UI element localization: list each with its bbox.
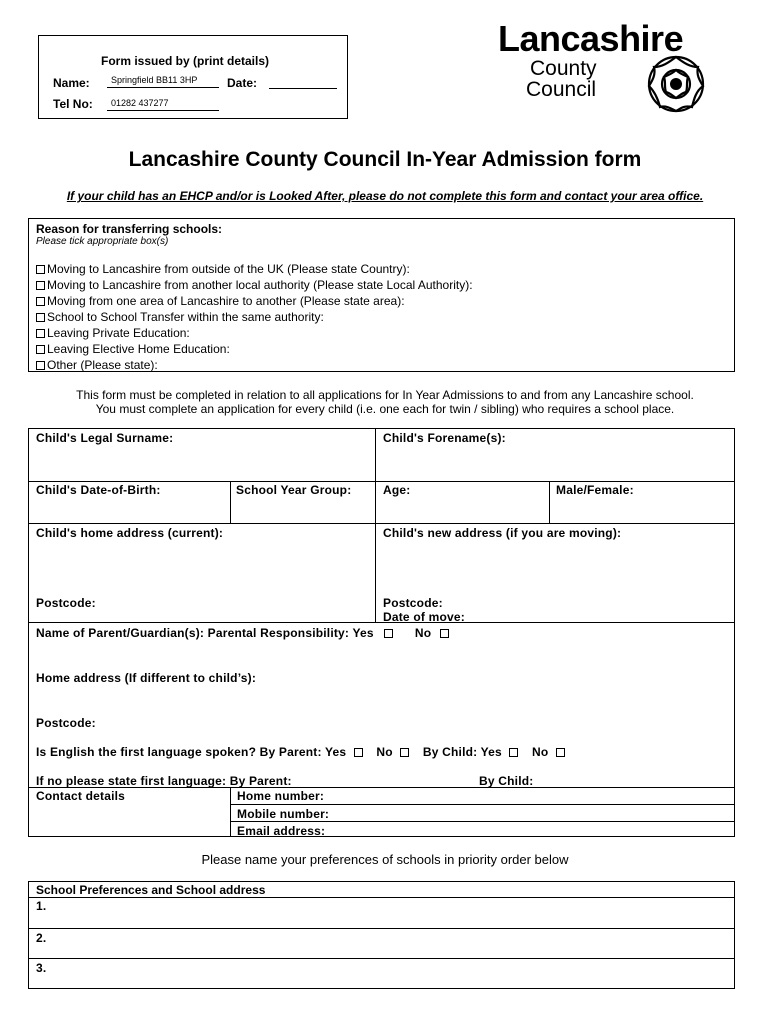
checkbox[interactable] [36,345,45,354]
gender-label: Male/Female: [556,483,634,497]
child-english-label: By Child: Yes [422,745,502,759]
parent-english-no-label: No [376,745,393,759]
forenames-field[interactable] [376,446,734,480]
logo-county: County [530,57,597,80]
reason-options [36,261,473,373]
parent-postcode-label: Postcode: [36,716,96,730]
parent-english-no-checkbox[interactable] [400,748,409,757]
home-number-label: Home number: [237,789,325,803]
parental-yes-checkbox[interactable] [384,629,393,638]
surname-label: Child's Legal Surname: [36,431,174,445]
child-english-yes-checkbox[interactable] [509,748,518,757]
intro-line: This form must be completed in relation to all applications for In Year Admissions to and from any Lancashire school. [76,388,694,402]
issued-heading: Form issued by (print details) [101,54,270,68]
preference-3-label: 3. [36,961,47,975]
language-question-label: Is English the first language spoken? By Parent: Yes [36,745,347,759]
ehcp-warning: If your child has an EHCP and/or is Looked After, please do not complete this form and contact your area office. [66,189,704,203]
dob-label: Child's Date-of-Birth: [36,483,161,497]
tel-label: Tel No: [53,97,93,111]
age-label: Age: [383,483,411,497]
checkbox[interactable] [36,281,45,290]
red-rose-icon [638,53,714,115]
preferences-intro: Please name your preferences of schools in priority order below [201,852,569,867]
intro-text [0,388,770,416]
parent-name-row [36,626,451,640]
date-of-move-label: Date of move: [383,610,465,624]
tel-field[interactable]: 01282 437277 [107,97,219,111]
reason-option[interactable]: Moving to Lancashire from another local authority (Please state Local Authority): [36,277,473,293]
parental-no-label: No [414,626,432,640]
parental-no-checkbox[interactable] [440,629,449,638]
preference-2-label: 2. [36,931,47,945]
name-label: Name: [53,76,90,90]
reason-option[interactable]: Other (Please state): [36,357,473,373]
child-english-no-label: No [532,745,549,759]
reason-option[interactable]: Moving to Lancashire from outside of the UK (Please state Country): [36,261,473,277]
preferences-heading: School Preferences and School address [36,883,266,897]
preference-1-label: 1. [36,899,47,913]
reason-option[interactable]: School to School Transfer within the same authority: [36,309,473,325]
reason-option[interactable]: Leaving Private Education: [36,325,473,341]
contact-label: Contact details [36,789,126,803]
child-english-no-checkbox[interactable] [556,748,565,757]
email-address-label: Email address: [237,824,326,838]
parent-english-yes-checkbox[interactable] [354,748,363,757]
reason-subheading: Please tick appropriate box(s) [36,236,169,247]
year-group-label: School Year Group: [236,483,352,497]
checkbox[interactable] [36,265,45,274]
council-logo [496,20,731,115]
date-field[interactable] [269,75,337,89]
date-label: Date: [227,76,258,90]
new-postcode-label: Postcode: [383,596,443,610]
home-address-label: Child's home address (current): [36,526,224,540]
intro-line: You must complete an application for every child (i.e. one each for twin / sibling) who requires a school place. [95,402,675,416]
postcode-label: Postcode: [36,596,96,610]
language-question-row [36,745,567,759]
logo-council: Council [526,78,597,101]
first-language-label: If no please state first language: By Parent: [36,774,292,788]
surname-field[interactable] [29,446,374,480]
reason-heading: Reason for transferring schools: [36,222,223,236]
reason-option[interactable]: Moving from one area of Lancashire to another (Please state area): [36,293,473,309]
name-field[interactable]: Springfield BB11 3HP [107,74,219,88]
checkbox[interactable] [36,361,45,370]
parent-name-label: Name of Parent/Guardian(s): Parental Responsibility: Yes [36,626,374,640]
forenames-label: Child's Forename(s): [383,431,506,445]
form-issued-box [38,35,348,119]
first-language-child-label: By Child: [479,774,534,788]
checkbox[interactable] [36,313,45,322]
page-title: Lancashire County Council In-Year Admission form [128,148,642,171]
reason-option[interactable]: Leaving Elective Home Education: [36,341,473,357]
checkbox[interactable] [36,329,45,338]
checkbox[interactable] [36,297,45,306]
mobile-number-label: Mobile number: [237,807,330,821]
reason-section [28,218,735,372]
logo-lancashire: Lancashire [498,18,684,59]
parent-address-label: Home address (If different to child’s): [36,671,257,685]
new-address-label: Child's new address (if you are moving): [383,526,622,540]
